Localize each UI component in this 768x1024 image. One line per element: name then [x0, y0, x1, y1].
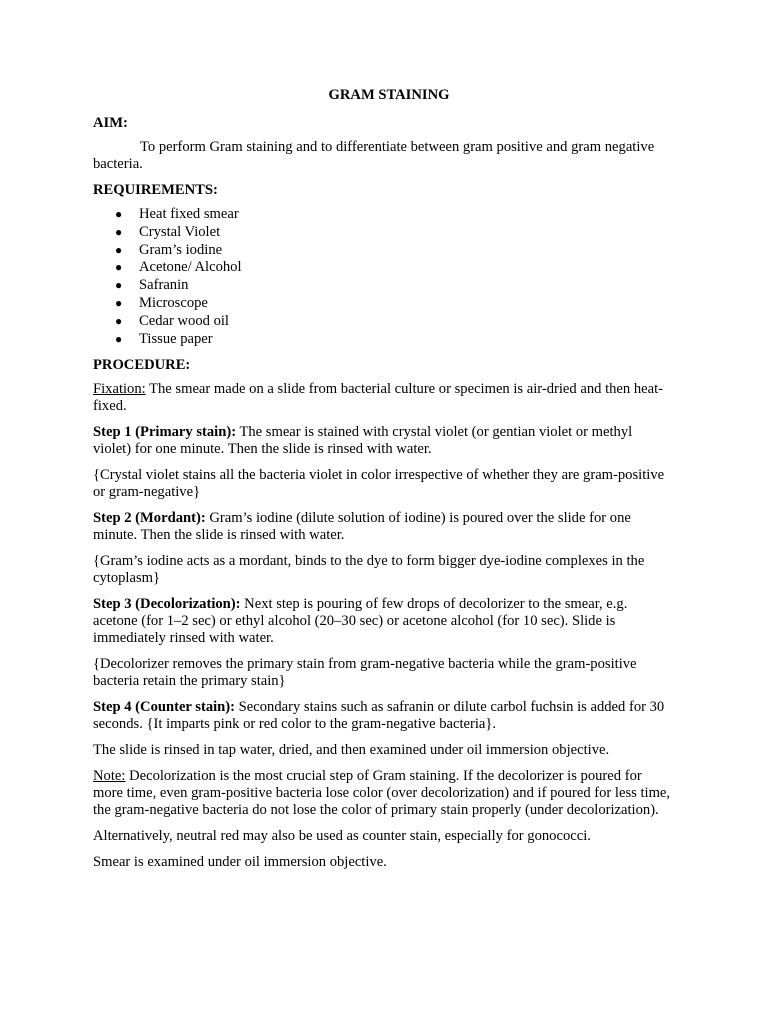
- step4-paragraph: [93, 699, 673, 733]
- requirement-item: Tissue paper: [139, 330, 213, 347]
- fixation-paragraph: [93, 381, 673, 415]
- bullet-icon: ●: [115, 260, 123, 275]
- list-item: [93, 277, 673, 295]
- bullet-icon: ●: [115, 313, 123, 328]
- list-item: [93, 313, 673, 331]
- list-item: [93, 331, 673, 349]
- step3-text: Next step is pouring of few drops of decolorizer to the smear, e.g. acetone (for 1–2 sec) or ethyl alcohol (20–30 sec) or acetone alcohol (for 10 sec). Slide is immediately rinsed with water.: [93, 596, 628, 647]
- step4-label: Step 4 (Counter stain):: [93, 699, 236, 716]
- note-paragraph: [93, 768, 673, 819]
- step2-label: Step 2 (Mordant):: [93, 510, 206, 527]
- requirement-item: Crystal Violet: [139, 223, 221, 240]
- fixation-label: Fixation:: [93, 381, 146, 398]
- final-paragraph: Smear is examined under oil immersion objective.: [93, 854, 387, 871]
- list-item: [93, 259, 673, 277]
- bullet-icon: ●: [115, 331, 123, 346]
- step3-note: {Decolorizer removes the primary stain from gram-negative bacteria while the gram-positive bacteria retain the primary stain}: [93, 656, 637, 690]
- requirements-list: [93, 206, 673, 348]
- requirement-item: Cedar wood oil: [139, 312, 229, 329]
- bullet-icon: ●: [115, 242, 123, 257]
- step1-paragraph: [93, 424, 673, 458]
- step1-note: {Crystal violet stains all the bacteria violet in color irrespective of whether they are gram-positive or gram-negative}: [93, 467, 665, 501]
- list-item: [93, 206, 673, 224]
- step1-text: The smear is stained with crystal violet (or gentian violet or methyl violet) for one minute. Then the slide is rinsed with water.: [93, 424, 633, 458]
- list-item: [93, 295, 673, 313]
- aim-heading: AIM:: [93, 115, 128, 131]
- step3-label: Step 3 (Decolorization):: [93, 596, 241, 613]
- requirement-item: Microscope: [139, 294, 208, 311]
- step2-text: Gram’s iodine (dilute solution of iodine) is poured over the slide for one minute. Then the slide is rinsed with water.: [93, 510, 631, 544]
- bullet-icon: ●: [115, 278, 123, 293]
- requirement-item: Safranin: [139, 277, 189, 294]
- step1-label: Step 1 (Primary stain):: [93, 424, 237, 441]
- requirement-item: Gram’s iodine: [139, 241, 223, 258]
- document-body: [93, 87, 673, 880]
- bullet-icon: ●: [115, 224, 123, 239]
- aim-text: To perform Gram staining and to differentiate between gram positive and gram negative bacteria.: [93, 139, 655, 172]
- step2-paragraph: [93, 510, 673, 544]
- rinse-paragraph: The slide is rinsed in tap water, dried, and then examined under oil immersion objective.: [93, 742, 610, 759]
- step2-note: {Gram’s iodine acts as a mordant, binds to the dye to form bigger dye-iodine complexes in the cytoplasm}: [93, 553, 645, 587]
- requirement-item: Acetone/ Alcohol: [139, 259, 242, 276]
- note-label: Note:: [93, 768, 126, 785]
- bullet-icon: ●: [115, 207, 123, 221]
- fixation-text: The smear made on a slide from bacterial culture or specimen is air-dried and then heat-fixed.: [93, 381, 664, 415]
- requirement-item: Heat fixed smear: [139, 206, 239, 222]
- bullet-icon: ●: [115, 295, 123, 310]
- list-item: [93, 224, 673, 242]
- step4-text: Secondary stains such as safranin or dilute carbol fuchsin is added for 30 seconds. {It imparts pink or red color to the gram-negative bacteria}.: [93, 699, 665, 733]
- note-text: Decolorization is the most crucial step of Gram staining. If the decolorizer is poured for more time, even gram-positive bacteria lose color (over decolorization) and if poured for less time, the gram-negative bacteria do not lose the color of primary stain properly (under decolorization).: [93, 768, 671, 819]
- requirements-heading: REQUIREMENTS:: [93, 182, 218, 198]
- alternative-paragraph: Alternatively, neutral red may also be used as counter stain, especially for gonococci.: [93, 828, 591, 845]
- document-title: GRAM STAINING: [328, 87, 450, 103]
- list-item: [93, 242, 673, 260]
- procedure-heading: PROCEDURE:: [93, 357, 191, 374]
- step3-paragraph: [93, 596, 673, 647]
